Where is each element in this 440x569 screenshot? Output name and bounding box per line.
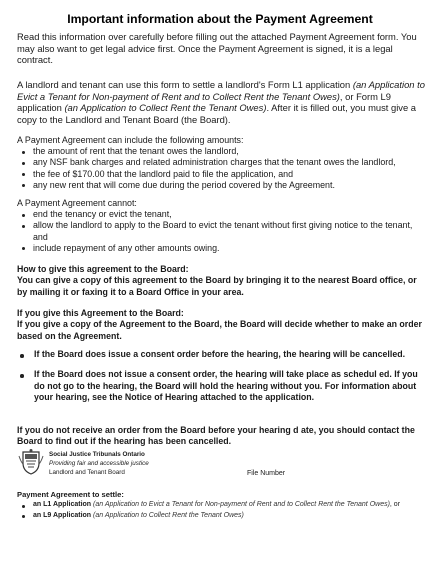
settle-item: [17, 511, 429, 522]
amounts-item: the fee of $170.00 that the landlord paid to file the application, and: [17, 169, 429, 180]
how-body: You can give a copy of this agreement to the Board by bringing it to the nearest Board office, or by mailing it or faxing it to a Board Office in your area.: [17, 275, 417, 297]
amounts-heading: A Payment Agreement can include the following amounts:: [17, 135, 244, 145]
cannot-item: end the tenancy or evict the tenant,: [17, 209, 429, 220]
if-body: If you give a copy of the Agreement to the Board, the Board will decide whether to make an order based on the Agreement.: [17, 319, 422, 341]
forms-text-l1-title: (an Application to Evict a Tenant for Non-payment of Rent and to Collect Rent the Tenant Owes): [17, 79, 425, 102]
if-heading: If you give this Agreement to the Board:: [17, 308, 184, 318]
logo-name: Social Justice Tribunals Ontario: [49, 451, 145, 458]
cannot-section: [17, 198, 429, 254]
page-title: Important information about the Payment Agreement: [67, 12, 373, 26]
no-order-paragraph: If you do not receive an order from the Board before your hearing d ate, you should contact the Board to find out if the hearing has been cancelled.: [17, 425, 415, 447]
cannot-item: allow the landlord to apply to the Board to evict the tenant without first giving notice to the tenant, and: [17, 220, 429, 242]
if-section: [17, 308, 429, 342]
cannot-heading: A Payment Agreement cannot:: [17, 198, 137, 208]
forms-text-e: . After it is filled out, you must give a copy to the Landlord and Tenant Board (the Board).: [17, 102, 417, 125]
cannot-item: include repayment of any other amounts owing.: [17, 243, 429, 254]
amounts-section: [17, 135, 429, 191]
logo-text: [49, 450, 149, 477]
consent-item: If the Board does issue a consent order before the hearing, the hearing will be cancelled.: [17, 349, 429, 360]
logo-board: Landlord and Tenant Board: [49, 469, 125, 476]
forms-text-l9-title: (an Application to Collect Rent the Tenant Owes): [64, 102, 267, 114]
amounts-item: any NSF bank charges and related administration charges that the tenant owes the landlord,: [17, 157, 429, 168]
ontario-crest-icon: [17, 448, 45, 476]
forms-text-c: , or Form L9 application: [17, 90, 391, 114]
consent-section: [17, 349, 429, 403]
settle-item-desc: (an Application to Evict a Tenant for Non-payment of Rent and to Collect Rent the Tenant Owes): [93, 501, 390, 508]
amounts-item: the amount of rent that the tenant owes the landlord,: [17, 146, 429, 157]
settle-item-desc: (an Application to Collect Rent the Tenant Owes): [93, 511, 244, 519]
forms-paragraph: [17, 79, 429, 125]
how-section: [17, 264, 429, 298]
how-heading: How to give this agreement to the Board:: [17, 264, 189, 274]
settle-item-label: an L9 Application: [33, 511, 92, 519]
amounts-item: any new rent that will come due during the period covered by the Agreement.: [17, 180, 429, 191]
settle-item: [17, 500, 429, 511]
sjto-logo: [17, 448, 237, 478]
file-number-label: File Number: [247, 470, 286, 477]
forms-text-a: A landlord and tenant can use this form to settle a landlord's Form L1 application: [17, 79, 353, 90]
settle-heading: Payment Agreement to settle:: [17, 490, 124, 499]
logo-tagline: Providing fair and accessible justice: [49, 460, 149, 467]
settle-list: [17, 500, 429, 521]
settle-item-suffix: , or: [389, 501, 401, 508]
consent-item: If the Board does not issue a consent order, the hearing will take place as schedul ed. If you do not go to the hearing, the Board will hold the hearing without you. For information about your hearing, see the Notice of Hearing attached to the application.: [17, 369, 429, 403]
intro-paragraph: Read this information over carefully before filling out the attached Payment Agreement form. You may also want to get legal advice first. Once the Payment Agreement is signed, it is a legal contract.: [17, 31, 417, 66]
settle-item-label: an L1 Application: [33, 501, 92, 508]
